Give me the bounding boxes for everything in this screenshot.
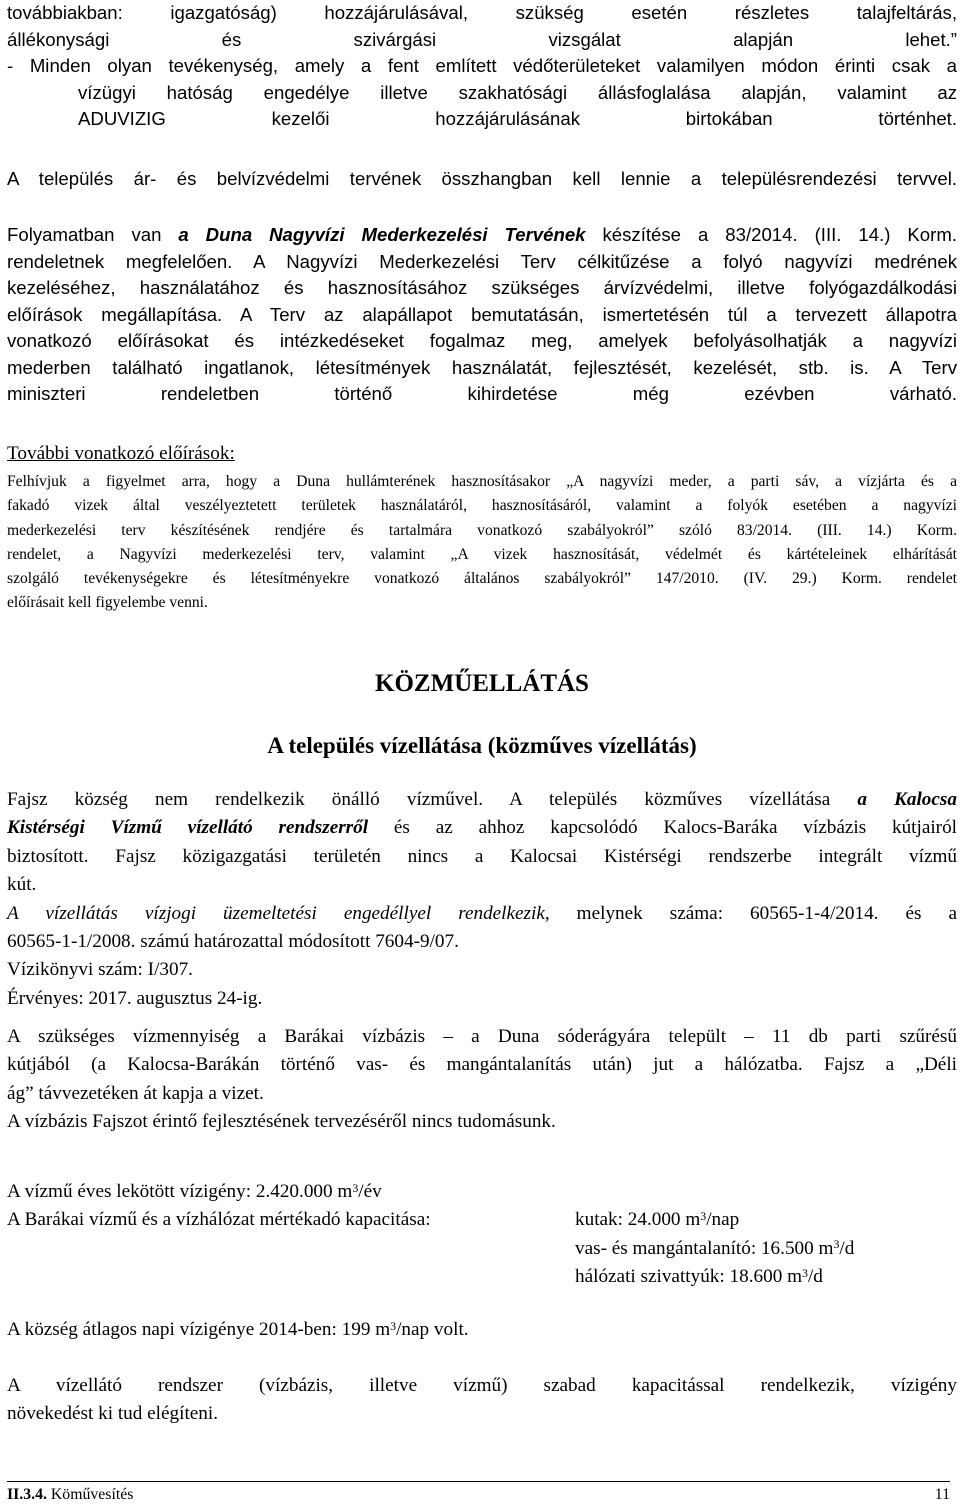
text-line: kút. — [7, 874, 37, 896]
footer-section — [7, 1486, 133, 1504]
text-line: rendeletnek megfelelően. A Nagyvízi Mederkezelési Terv célkitűzése a folyó nagyvízi medrének — [7, 250, 957, 272]
text-line: ág” távvezetéken át kapja a vizet. — [7, 1082, 264, 1104]
superscript: 3 — [352, 1180, 359, 1195]
text-line: fakadó vizek által veszélyeztetett területek használatáról, hasznosításáról, valamint a folyók esetében a nagyvízi — [7, 497, 957, 515]
text-run-italic: A vízellátás vízjogi üzemeltetési engedéllyel rendelkezik, — [7, 902, 550, 924]
text-run-emph: Kistérségi Vízmű vízellátó rendszerről — [7, 817, 369, 839]
superscript: 3 — [802, 1265, 808, 1280]
text-line: biztosított. Fajsz közigazgatási területén nincs a Kalocsai Kistérségi rendszerbe integrált vízmű — [7, 845, 957, 867]
footer-section-name: Köművesítés — [46, 1486, 134, 1503]
text-line: állékonysági és szivárgási vizsgálat alapján lehet.” — [7, 28, 957, 50]
text-line: Felhívjuk a figyelmet arra, hogy a Duna hullámterének hasznosításakor „A nagyvízi meder, a parti sáv, a vízjárta és a — [7, 473, 957, 490]
text-run: vas- és mangántalanító: 16.500 m — [575, 1237, 834, 1259]
text-run: /nap volt. — [396, 1319, 469, 1340]
text-line: Érvényes: 2017. augusztus 24-ig. — [7, 987, 263, 1009]
average-demand — [7, 1316, 469, 1344]
paragraph-danube-plan — [7, 222, 957, 408]
text-line: A szükséges vízmennyiség a Barákai vízbázis – a Duna sóderágyára települt – 11 db parti szűrésű — [7, 1026, 957, 1047]
text-line: vonatkozó előírásokat és intézkedéseket fogalmaz meg, amelyek befolyásolhatják a nagyvízi — [7, 330, 957, 351]
superscript: 3 — [700, 1209, 707, 1224]
text-line: miniszteri rendeletben történő kihirdetése még ezévben várható. — [7, 383, 957, 404]
text-line: előírások megállapítása. A Terv az alapállapot bemutatásán, ismertetésén túl a tervezett állapotra — [7, 303, 957, 325]
text-run: /év — [358, 1181, 382, 1202]
footer-section-number: II.3.4. — [7, 1486, 47, 1503]
capacity-block — [7, 1178, 957, 1292]
further-heading-text: További vonatkozó előírások: — [7, 443, 235, 464]
text-line — [7, 900, 957, 928]
paragraph-protection-zones — [7, 0, 957, 133]
text-line: A vízbázis Fajszot érintő fejlesztésének tervezéséről nincs tudomásunk. — [7, 1111, 556, 1133]
capacity-row — [7, 1235, 957, 1263]
section-title: KÖZMŰELLÁTÁS — [375, 670, 589, 697]
text-line: A vízellátó rendszer (vízbázis, illetve vízmű) szabad kapacitással rendelkezik, vízigény — [7, 1375, 957, 1396]
footer-divider — [7, 1481, 950, 1482]
text-line: mederben található ingatlanok, létesítmények használatát, fejlesztését, kezelését, stb. is. A Terv — [7, 356, 957, 378]
paragraph-flood-plan — [7, 166, 957, 193]
text-run: kutak: 24.000 m — [575, 1209, 701, 1231]
text-line: vízügyi hatóság engedélye illetve szakhatósági állásfoglalása alapján, valamint az — [78, 81, 957, 103]
text-line: mederkezelési terv készítésének rendjére és tartalmára vonatkozó szabályokról” szóló 83/2014. (III. 14.) Korm. — [7, 521, 957, 539]
text-run: /nap — [706, 1209, 740, 1231]
paragraph-further-regulations — [7, 470, 957, 616]
text-line: növekedést ki tud elégíteni. — [7, 1403, 219, 1425]
text-run: A vízmű éves lekötött vízigény: 2.420.000 m — [7, 1181, 353, 1202]
page-number: 11 — [934, 1486, 950, 1503]
text-run: Fajsz község nem rendelkezik önálló vízművel. A település közműves vízellátása — [7, 789, 858, 810]
text-line: - Minden olyan tevékenység, amely a fent említett védőterületeket valamilyen módon érinti csak a — [7, 55, 957, 76]
text-run: és az ahhoz kapcsolódó Kalocs-Baráka vízbázis kútjairól — [368, 817, 957, 839]
text-line — [7, 786, 957, 814]
paragraph-free-capacity — [7, 1372, 957, 1429]
capacity-pumps — [575, 1263, 823, 1291]
text-line: 60565-1-1/2008. számú határozattal módosított 7604-9/07. — [7, 931, 459, 953]
annual-demand — [7, 1178, 957, 1206]
subsection-title: A település vízellátása (közműves vízellátás) — [267, 733, 697, 758]
text-run: hálózati szivattyúk: 18.600 m — [575, 1266, 803, 1288]
paragraph-water-source — [7, 1023, 957, 1137]
text-run: A község átlagos napi vízigénye 2014-ben: 199 m — [7, 1319, 391, 1340]
capacity-wells — [575, 1206, 739, 1234]
text-line: A település ár- és belvízvédelmi tervének összhangban kell lennie a településrendezési tervvel. — [7, 168, 957, 189]
text-line: ADUVIZIG kezelői hozzájárulásának birtokában történhet. — [78, 108, 957, 129]
text-line: előírásait kell figyelembe venni. — [7, 594, 208, 612]
text-line: szolgáló tevékenységekre és létesítményekre vonatkozó általános szabályokról” 147/2010. (IV. 29.) Korm. rendelet — [7, 570, 957, 588]
text-line: kezeléséhez, használatához és hasznosításához szükséges árvízvédelmi, illetve folyógazdálkodási — [7, 277, 957, 298]
text-line: kútjából (a Kalocsa-Barákán történő vas- és mangántalanítás után) jut a hálózatba. Fajsz a „Déli — [7, 1054, 957, 1076]
capacity-label: A Barákai vízmű és a vízhálózat mértékadó kapacitása: — [7, 1209, 431, 1231]
text-line — [7, 222, 957, 249]
superscript: 3 — [390, 1318, 397, 1333]
superscript: 3 — [833, 1237, 840, 1252]
text-run: készítése a 83/2014. (III. 14.) Korm. — [585, 224, 957, 245]
page-footer — [7, 1486, 950, 1504]
capacity-row — [7, 1263, 957, 1291]
further-heading — [7, 440, 235, 468]
text-run: /d — [807, 1266, 823, 1288]
text-run: Folyamatban van — [7, 224, 179, 245]
text-run: /d — [839, 1237, 855, 1259]
text-line — [7, 814, 957, 842]
text-line: Vízikönyvi szám: I/307. — [7, 959, 193, 981]
text-run: melynek száma: 60565-1-4/2014. és a — [549, 902, 957, 924]
text-run-emph: a Kalocsa — [857, 789, 957, 810]
capacity-row — [7, 1206, 957, 1234]
paragraph-water-supply — [7, 786, 957, 1013]
plan-name: a Duna Nagyvízi Mederkezelési Tervének — [178, 224, 586, 245]
text-line: rendelet, a Nagyvízi mederkezelési terv, valamint „A vizek hasznosítását, védelmét és kártételeinek elhárítását — [7, 545, 957, 563]
text-line: továbbiakban: igazgatóság) hozzájárulásával, szükség esetén részletes talajfeltárás, — [7, 2, 957, 23]
capacity-iron-removal — [575, 1235, 854, 1263]
